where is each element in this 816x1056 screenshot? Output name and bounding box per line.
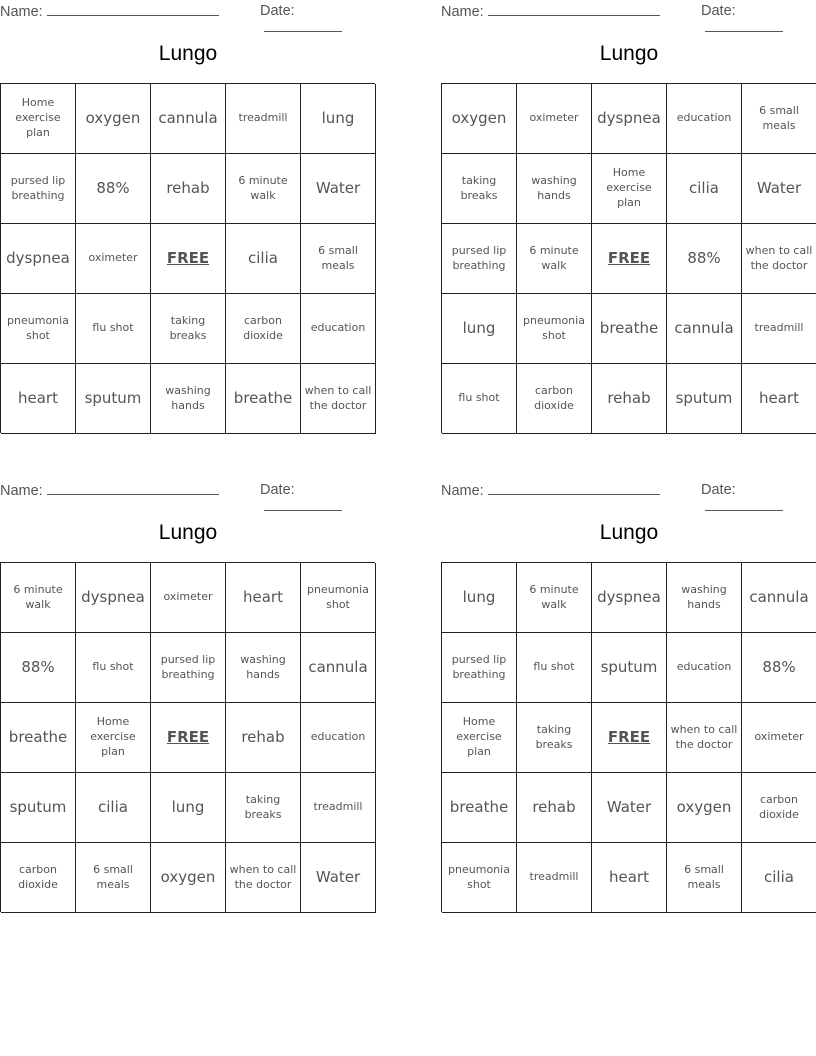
bingo-cell[interactable]: carbon dioxide (226, 294, 301, 364)
name-field[interactable] (441, 482, 660, 499)
name-field[interactable] (441, 3, 660, 20)
bingo-cell[interactable]: pneumonia shot (301, 563, 376, 633)
date-field[interactable] (260, 482, 376, 515)
bingo-cell[interactable]: pursed lip breathing (151, 633, 226, 703)
bingo-cell[interactable]: dyspnea (592, 563, 667, 633)
bingo-cell[interactable]: oximeter (517, 84, 592, 154)
bingo-cell[interactable]: heart (226, 563, 301, 633)
bingo-cell[interactable]: flu shot (76, 294, 151, 364)
bingo-cell[interactable]: 88% (667, 224, 742, 294)
free-space[interactable]: FREE (592, 703, 667, 773)
bingo-cell[interactable]: taking breaks (151, 294, 226, 364)
bingo-cell[interactable]: lung (151, 773, 226, 843)
bingo-cell[interactable]: oxygen (667, 773, 742, 843)
bingo-cell[interactable]: Water (301, 154, 376, 224)
bingo-cell[interactable]: flu shot (517, 633, 592, 703)
name-blank-line[interactable] (488, 482, 660, 495)
bingo-cell[interactable]: education (667, 633, 742, 703)
bingo-cell[interactable]: taking breaks (226, 773, 301, 843)
bingo-cell[interactable]: breathe (592, 294, 667, 364)
bingo-cell[interactable]: carbon dioxide (1, 843, 76, 913)
bingo-cell[interactable]: washing hands (226, 633, 301, 703)
bingo-cell[interactable]: when to call the doctor (226, 843, 301, 913)
bingo-cell[interactable]: oximeter (151, 563, 226, 633)
bingo-cell[interactable]: 6 minute walk (1, 563, 76, 633)
bingo-cell[interactable]: 6 small meals (667, 843, 742, 913)
bingo-cell[interactable]: Water (742, 154, 816, 224)
bingo-cell[interactable]: Home exercise plan (1, 84, 76, 154)
bingo-cell[interactable]: washing hands (517, 154, 592, 224)
bingo-cell[interactable]: sputum (76, 364, 151, 434)
bingo-cell[interactable]: Home exercise plan (592, 154, 667, 224)
date-blank-line[interactable] (705, 19, 783, 32)
card-title: Lungo (599, 521, 659, 544)
date-field[interactable] (701, 3, 816, 36)
bingo-cell[interactable]: 6 small meals (76, 843, 151, 913)
date-field[interactable] (260, 3, 376, 36)
bingo-cell[interactable]: flu shot (442, 364, 517, 434)
name-label: Name: (441, 4, 484, 20)
bingo-cell[interactable]: Home exercise plan (76, 703, 151, 773)
bingo-cell[interactable]: treadmill (742, 294, 816, 364)
bingo-cell[interactable]: treadmill (226, 84, 301, 154)
bingo-cell[interactable]: oximeter (742, 703, 816, 773)
bingo-grid (0, 83, 375, 433)
bingo-grid (441, 562, 816, 912)
bingo-cell[interactable]: oxygen (442, 84, 517, 154)
bingo-cell[interactable]: lung (442, 563, 517, 633)
bingo-cell[interactable]: pursed lip breathing (1, 154, 76, 224)
date-blank-line[interactable] (264, 19, 342, 32)
bingo-cell[interactable]: carbon dioxide (742, 773, 816, 843)
bingo-cell[interactable]: rehab (517, 773, 592, 843)
card-header (441, 479, 816, 501)
bingo-cell[interactable]: cilia (226, 224, 301, 294)
bingo-cell[interactable]: washing hands (151, 364, 226, 434)
name-blank-line[interactable] (47, 3, 219, 16)
bingo-cell[interactable]: 88% (742, 633, 816, 703)
bingo-card (0, 479, 376, 891)
bingo-cell[interactable]: when to call the doctor (301, 364, 376, 434)
bingo-cell[interactable]: cilia (667, 154, 742, 224)
bingo-cell[interactable]: heart (742, 364, 816, 434)
bingo-cell[interactable]: when to call the doctor (667, 703, 742, 773)
card-header (441, 0, 816, 22)
date-blank-line[interactable] (705, 498, 783, 511)
bingo-cell[interactable]: pursed lip breathing (442, 224, 517, 294)
bingo-cell[interactable]: dyspnea (1, 224, 76, 294)
bingo-cell[interactable]: rehab (151, 154, 226, 224)
bingo-cell[interactable]: Home exercise plan (442, 703, 517, 773)
name-blank-line[interactable] (488, 3, 660, 16)
bingo-cell[interactable]: cannula (667, 294, 742, 364)
name-blank-line[interactable] (47, 482, 219, 495)
bingo-cell[interactable]: pursed lip breathing (442, 633, 517, 703)
card-header (0, 479, 376, 501)
date-label: Date: (701, 3, 736, 19)
bingo-cell[interactable]: lung (442, 294, 517, 364)
bingo-cell[interactable]: when to call the doctor (742, 224, 816, 294)
bingo-cell[interactable]: flu shot (76, 633, 151, 703)
bingo-cell[interactable]: 6 minute walk (226, 154, 301, 224)
date-label: Date: (701, 482, 736, 498)
bingo-cell[interactable]: Water (592, 773, 667, 843)
bingo-cell[interactable]: oximeter (76, 224, 151, 294)
card-header (0, 0, 376, 22)
bingo-cell[interactable]: 88% (76, 154, 151, 224)
bingo-cell[interactable]: oxygen (151, 843, 226, 913)
bingo-cell[interactable]: 6 small meals (301, 224, 376, 294)
bingo-card (441, 479, 816, 891)
name-label: Name: (0, 4, 43, 20)
bingo-cell[interactable]: cilia (76, 773, 151, 843)
bingo-cell[interactable]: pneumonia shot (442, 843, 517, 913)
bingo-cell[interactable]: taking breaks (442, 154, 517, 224)
bingo-cell[interactable]: dyspnea (592, 84, 667, 154)
bingo-cell[interactable]: heart (1, 364, 76, 434)
bingo-cell[interactable]: Water (301, 843, 376, 913)
bingo-grid (441, 83, 816, 433)
bingo-cell[interactable]: cilia (742, 843, 816, 913)
name-field[interactable] (0, 482, 219, 499)
bingo-cell[interactable]: sputum (592, 633, 667, 703)
bingo-cell[interactable]: breathe (1, 703, 76, 773)
bingo-cell[interactable]: rehab (592, 364, 667, 434)
name-label: Name: (441, 483, 484, 499)
bingo-cell[interactable]: carbon dioxide (517, 364, 592, 434)
bingo-card (0, 0, 376, 412)
bingo-cell[interactable]: education (667, 84, 742, 154)
bingo-cell[interactable]: 6 small meals (742, 84, 816, 154)
bingo-cell[interactable]: oxygen (76, 84, 151, 154)
name-field[interactable] (0, 3, 219, 20)
bingo-grid (0, 562, 375, 912)
bingo-cell[interactable]: sputum (1, 773, 76, 843)
bingo-card (441, 0, 816, 412)
bingo-cell[interactable]: sputum (667, 364, 742, 434)
bingo-cell[interactable]: dyspnea (76, 563, 151, 633)
bingo-cell[interactable]: 88% (1, 633, 76, 703)
card-title: Lungo (599, 42, 659, 65)
bingo-cell[interactable]: education (301, 703, 376, 773)
bingo-cell[interactable]: pneumonia shot (517, 294, 592, 364)
bingo-cell[interactable]: cannula (742, 563, 816, 633)
bingo-cell[interactable]: heart (592, 843, 667, 913)
bingo-cell[interactable]: 6 minute walk (517, 563, 592, 633)
bingo-cell[interactable]: 6 minute walk (517, 224, 592, 294)
bingo-cell[interactable]: breathe (442, 773, 517, 843)
free-space[interactable]: FREE (151, 224, 226, 294)
date-label: Date: (260, 3, 295, 19)
bingo-cell[interactable]: treadmill (301, 773, 376, 843)
bingo-cell[interactable]: rehab (226, 703, 301, 773)
date-blank-line[interactable] (264, 498, 342, 511)
bingo-cell[interactable]: cannula (151, 84, 226, 154)
date-field[interactable] (701, 482, 816, 515)
free-space[interactable]: FREE (592, 224, 667, 294)
date-label: Date: (260, 482, 295, 498)
bingo-cell[interactable]: lung (301, 84, 376, 154)
bingo-cell[interactable]: education (301, 294, 376, 364)
card-title: Lungo (158, 521, 218, 544)
bingo-cell[interactable]: taking breaks (517, 703, 592, 773)
bingo-cell[interactable]: washing hands (667, 563, 742, 633)
bingo-cell[interactable]: pneumonia shot (1, 294, 76, 364)
free-space[interactable]: FREE (151, 703, 226, 773)
bingo-cell[interactable]: treadmill (517, 843, 592, 913)
bingo-cell[interactable]: cannula (301, 633, 376, 703)
bingo-cell[interactable]: breathe (226, 364, 301, 434)
name-label: Name: (0, 483, 43, 499)
card-title: Lungo (158, 42, 218, 65)
